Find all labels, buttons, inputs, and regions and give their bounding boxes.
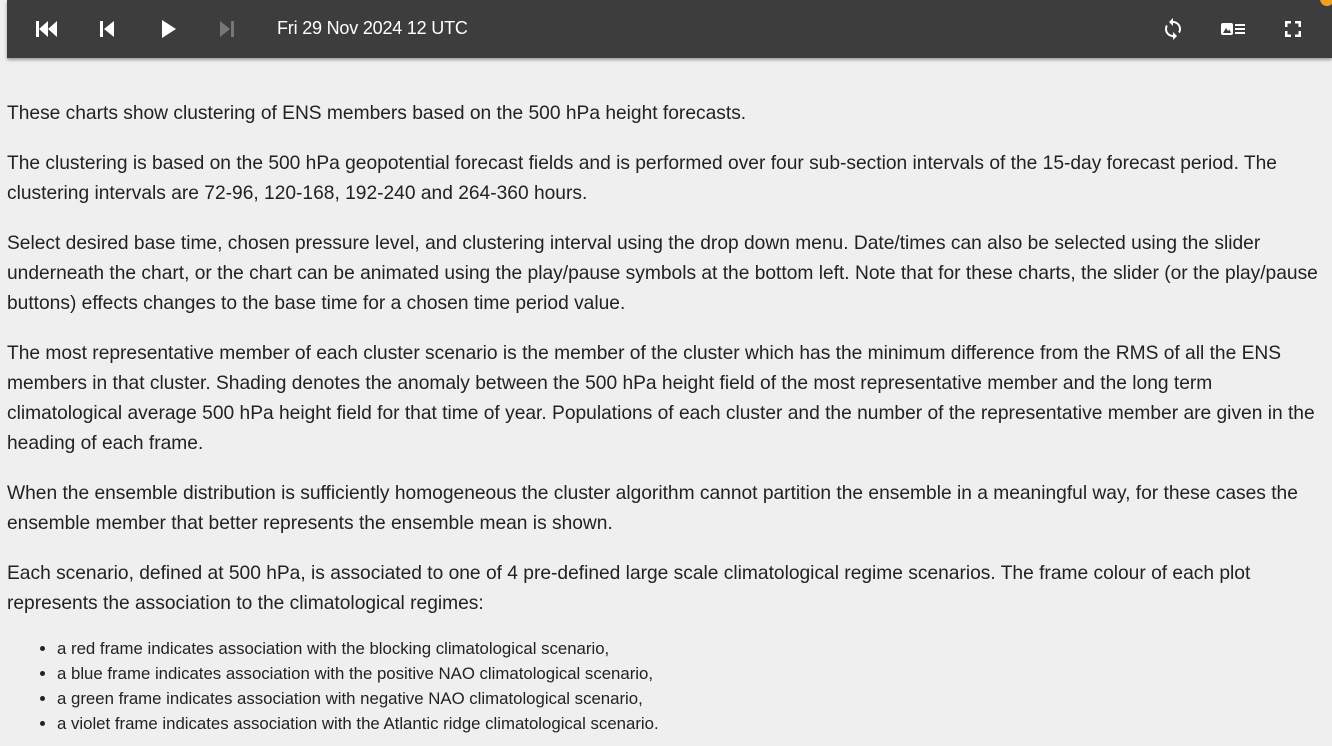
- play-icon: [158, 19, 178, 39]
- paragraph-homogeneous-case: When the ensemble distribution is sufficiently homogeneous the cluster algorithm cannot partition the ensemble in a meaningful way, for these cases the ensemble member that better represents the ensemble mean is shown.: [7, 483, 1298, 534]
- legend-toggle-icon: [1220, 19, 1246, 39]
- fullscreen-button[interactable]: [1278, 14, 1308, 44]
- step-back-button[interactable]: [92, 14, 122, 44]
- base-time-label: Fri 29 Nov 2024 12 UTC: [277, 18, 468, 38]
- step-back-icon: [97, 19, 117, 39]
- paragraph-intro: These charts show clustering of ENS members based on the 500 hPa height forecasts.: [7, 103, 747, 124]
- animation-toolbar: [7, 0, 1332, 58]
- step-forward-button[interactable]: [212, 14, 242, 44]
- paragraph-selection-help: Select desired base time, chosen pressure level, and clustering interval using the drop down menu. Date/times can also be selected using the slider underneath the chart, or the chart can be animated using the play/pause symbols at the bottom left. Note that for these charts, the slider (or the play/pause buttons) effects changes to the base time for a chosen time period value.: [7, 233, 1318, 314]
- list-item-red-frame: • a red frame indicates association with the blocking climatological scenario,: [57, 636, 1325, 661]
- play-button[interactable]: [153, 14, 183, 44]
- skip-to-first-button[interactable]: [32, 14, 62, 44]
- paragraph-regime-association: Each scenario, defined at 500 hPa, is associated to one of 4 pre-defined large scale climatological regime scenarios. The frame colour of each plot represents the association to the climatological regimes:: [7, 563, 1251, 614]
- refresh-button[interactable]: [1158, 14, 1188, 44]
- paragraph-clustering-intervals: The clustering is based on the 500 hPa geopotential forecast fields and is performed over four sub-section intervals of the 15-day forecast period. The clustering intervals are 72-96, 120-168, 192-240 and 264-360 hours.: [7, 153, 1277, 204]
- paragraph-representative-member: The most representative member of each cluster scenario is the member of the cluster which has the minimum difference from the RMS of all the ENS members in that cluster. Shading denotes the anomaly between the 500 hPa height field of the most representative member and the long term climatological average 500 hPa height field for that time of year. Populations of each cluster and the number of the representative member are given in the heading of each frame.: [7, 343, 1315, 454]
- step-forward-icon: [217, 19, 237, 39]
- legend-toggle-button[interactable]: [1218, 14, 1248, 44]
- description-text: [7, 99, 1325, 736]
- refresh-icon: [1161, 17, 1185, 41]
- list-item-blue-frame: • a blue frame indicates association with the positive NAO climatological scenario,: [57, 661, 1325, 686]
- skip-to-first-icon: [35, 19, 59, 39]
- regime-frame-list: [7, 636, 1325, 736]
- list-item-green-frame: • a green frame indicates association with negative NAO climatological scenario,: [57, 686, 1325, 711]
- fullscreen-icon: [1283, 19, 1303, 39]
- notification-dot: [1320, 0, 1332, 6]
- list-item-violet-frame: • a violet frame indicates association with the Atlantic ridge climatological scenario.: [57, 711, 1325, 736]
